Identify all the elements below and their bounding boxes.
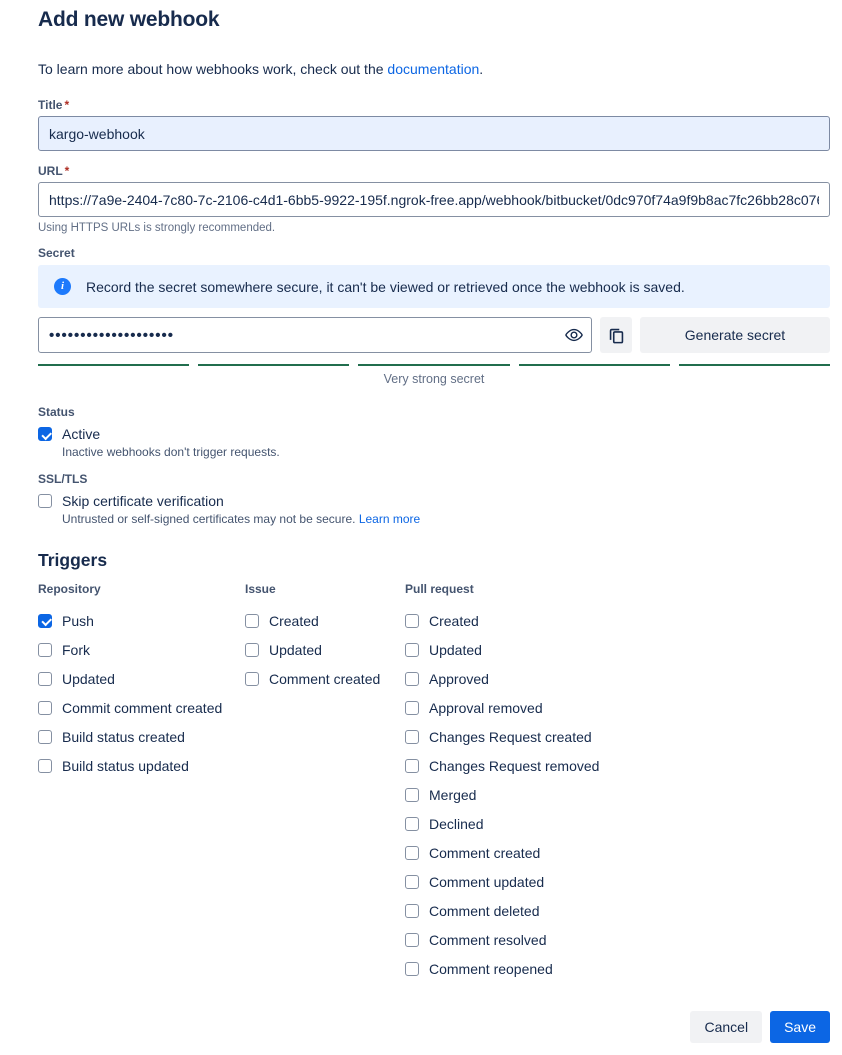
trigger-checkbox-updated[interactable] (405, 643, 419, 657)
secret-row (38, 317, 830, 353)
trigger-checkbox-comment-created[interactable] (405, 846, 419, 860)
strength-segment (198, 364, 349, 366)
trigger-row (405, 902, 830, 919)
required-asterisk: * (64, 164, 70, 178)
trigger-checkbox-label[interactable]: Comment created (429, 844, 541, 861)
documentation-link[interactable]: documentation (387, 61, 480, 77)
active-checkbox[interactable] (38, 427, 52, 441)
secret-strength-label: Very strong secret (383, 372, 485, 386)
trigger-checkbox-label[interactable]: Comment deleted (429, 902, 540, 919)
eye-icon (564, 325, 584, 345)
trigger-checkbox-label[interactable]: Created (429, 612, 479, 629)
trigger-row (405, 641, 830, 658)
show-secret-button[interactable] (557, 318, 591, 352)
trigger-row (38, 699, 245, 716)
trigger-list (405, 612, 830, 977)
skip-cert-verification-checkbox[interactable] (38, 494, 52, 508)
ssl-helper-text: Untrusted or self-signed certificates may not be secure. Learn more (62, 512, 421, 526)
secret-info-banner (38, 265, 830, 308)
trigger-checkbox-approved[interactable] (405, 672, 419, 686)
trigger-checkbox-label[interactable]: Comment updated (429, 873, 545, 890)
trigger-checkbox-label[interactable]: Comment reopened (429, 960, 553, 977)
title-input[interactable] (38, 116, 830, 151)
trigger-checkbox-build-status-updated[interactable] (38, 759, 52, 773)
trigger-checkbox-comment-updated[interactable] (405, 875, 419, 889)
trigger-checkbox-updated[interactable] (38, 672, 52, 686)
save-button[interactable]: Save (770, 1011, 830, 1043)
trigger-checkbox-fork[interactable] (38, 643, 52, 657)
trigger-row (405, 873, 830, 890)
trigger-checkbox-created[interactable] (405, 614, 419, 628)
trigger-checkbox-merged[interactable] (405, 788, 419, 802)
trigger-row (405, 699, 830, 716)
secret-banner-text: Record the secret somewhere secure, it can't be viewed or retrieved once the webhook is saved. (86, 278, 685, 295)
copy-secret-button[interactable] (600, 317, 632, 353)
trigger-checkbox-changes-request-created[interactable] (405, 730, 419, 744)
trigger-row (245, 612, 405, 629)
trigger-checkbox-label[interactable]: Updated (62, 670, 115, 687)
trigger-row (405, 670, 830, 687)
skip-cert-checkbox-row (38, 493, 830, 509)
trigger-checkbox-label[interactable]: Commit comment created (62, 699, 223, 716)
trigger-checkbox-comment-resolved[interactable] (405, 933, 419, 947)
page-title: Add new webhook (38, 8, 220, 31)
active-checkbox-label[interactable]: Active (62, 426, 101, 442)
strength-segment (38, 364, 189, 366)
learn-more-link[interactable]: Learn more (358, 512, 421, 526)
secret-strength-meter (38, 364, 830, 366)
ssl-section-label: SSL/TLS (38, 472, 88, 486)
trigger-column-repository (38, 582, 245, 989)
trigger-row (245, 641, 405, 658)
url-field-label: URL * (38, 164, 70, 178)
trigger-checkbox-label[interactable]: Push (62, 612, 94, 629)
trigger-column-pull-request (405, 582, 830, 989)
trigger-row (405, 815, 830, 832)
trigger-checkbox-label[interactable]: Comment resolved (429, 931, 547, 948)
title-field-label: Title * (38, 98, 70, 112)
trigger-checkbox-label[interactable]: Build status updated (62, 757, 189, 774)
trigger-column-header: Issue (245, 582, 276, 596)
trigger-column-header: Repository (38, 582, 101, 596)
trigger-checkbox-declined[interactable] (405, 817, 419, 831)
url-input[interactable] (38, 182, 830, 217)
trigger-checkbox-label[interactable]: Approved (429, 670, 489, 687)
trigger-column-issue (245, 582, 405, 989)
trigger-row (405, 757, 830, 774)
cancel-button[interactable]: Cancel (690, 1011, 762, 1043)
status-helper-text: Inactive webhooks don't trigger requests. (62, 445, 280, 459)
trigger-checkbox-label[interactable]: Approval removed (429, 699, 543, 716)
trigger-checkbox-label[interactable]: Merged (429, 786, 477, 803)
trigger-checkbox-created[interactable] (245, 614, 259, 628)
strength-segment (679, 364, 830, 366)
trigger-row (38, 641, 245, 658)
intro-suffix: . (479, 61, 484, 77)
trigger-checkbox-label[interactable]: Comment created (269, 670, 381, 687)
footer-actions (38, 1011, 830, 1055)
trigger-checkbox-approval-removed[interactable] (405, 701, 419, 715)
status-section-label: Status (38, 405, 75, 419)
trigger-row (405, 931, 830, 948)
trigger-list (245, 612, 405, 687)
trigger-row (405, 844, 830, 861)
intro-prefix: To learn more about how webhooks work, check out the (38, 61, 388, 77)
trigger-checkbox-label[interactable]: Updated (429, 641, 482, 658)
trigger-checkbox-label[interactable]: Changes Request created (429, 728, 592, 745)
secret-input[interactable] (38, 317, 592, 353)
trigger-checkbox-label[interactable]: Fork (62, 641, 90, 658)
strength-segment (358, 364, 509, 366)
trigger-row (405, 612, 830, 629)
trigger-checkbox-changes-request-removed[interactable] (405, 759, 419, 773)
trigger-checkbox-build-status-created[interactable] (38, 730, 52, 744)
info-icon: i (54, 278, 71, 295)
url-helper-text: Using HTTPS URLs is strongly recommended. (38, 222, 276, 234)
required-asterisk: * (64, 98, 70, 112)
trigger-checkbox-label[interactable]: Created (269, 612, 319, 629)
skip-cert-verification-label[interactable]: Skip certificate verification (62, 493, 224, 509)
strength-segment (519, 364, 670, 366)
trigger-checkbox-commit-comment-created[interactable] (38, 701, 52, 715)
secret-masked-value: •••••••••••••••••••• (49, 326, 175, 344)
triggers-heading: Triggers (38, 550, 108, 570)
trigger-checkbox-comment-deleted[interactable] (405, 904, 419, 918)
generate-secret-button[interactable]: Generate secret (640, 317, 830, 353)
trigger-list (38, 612, 245, 774)
trigger-checkbox-label[interactable]: Changes Request removed (429, 757, 600, 774)
trigger-checkbox-updated[interactable] (245, 643, 259, 657)
trigger-row (245, 670, 405, 687)
trigger-checkbox-label[interactable]: Declined (429, 815, 484, 832)
trigger-row (38, 757, 245, 774)
trigger-column-header: Pull request (405, 582, 474, 596)
trigger-row (405, 960, 830, 977)
trigger-checkbox-label[interactable]: Build status created (62, 728, 185, 745)
trigger-checkbox-push[interactable] (38, 614, 52, 628)
active-checkbox-row (38, 426, 830, 442)
trigger-checkbox-comment-reopened[interactable] (405, 962, 419, 976)
trigger-checkbox-comment-created[interactable] (245, 672, 259, 686)
secret-field-label: Secret (38, 246, 75, 260)
trigger-row (38, 728, 245, 745)
trigger-row (38, 612, 245, 629)
trigger-row (405, 728, 830, 745)
intro-text (38, 61, 830, 77)
triggers-grid (38, 582, 830, 989)
copy-icon (607, 326, 626, 345)
trigger-checkbox-label[interactable]: Updated (269, 641, 322, 658)
trigger-row (405, 786, 830, 803)
trigger-row (38, 670, 245, 687)
